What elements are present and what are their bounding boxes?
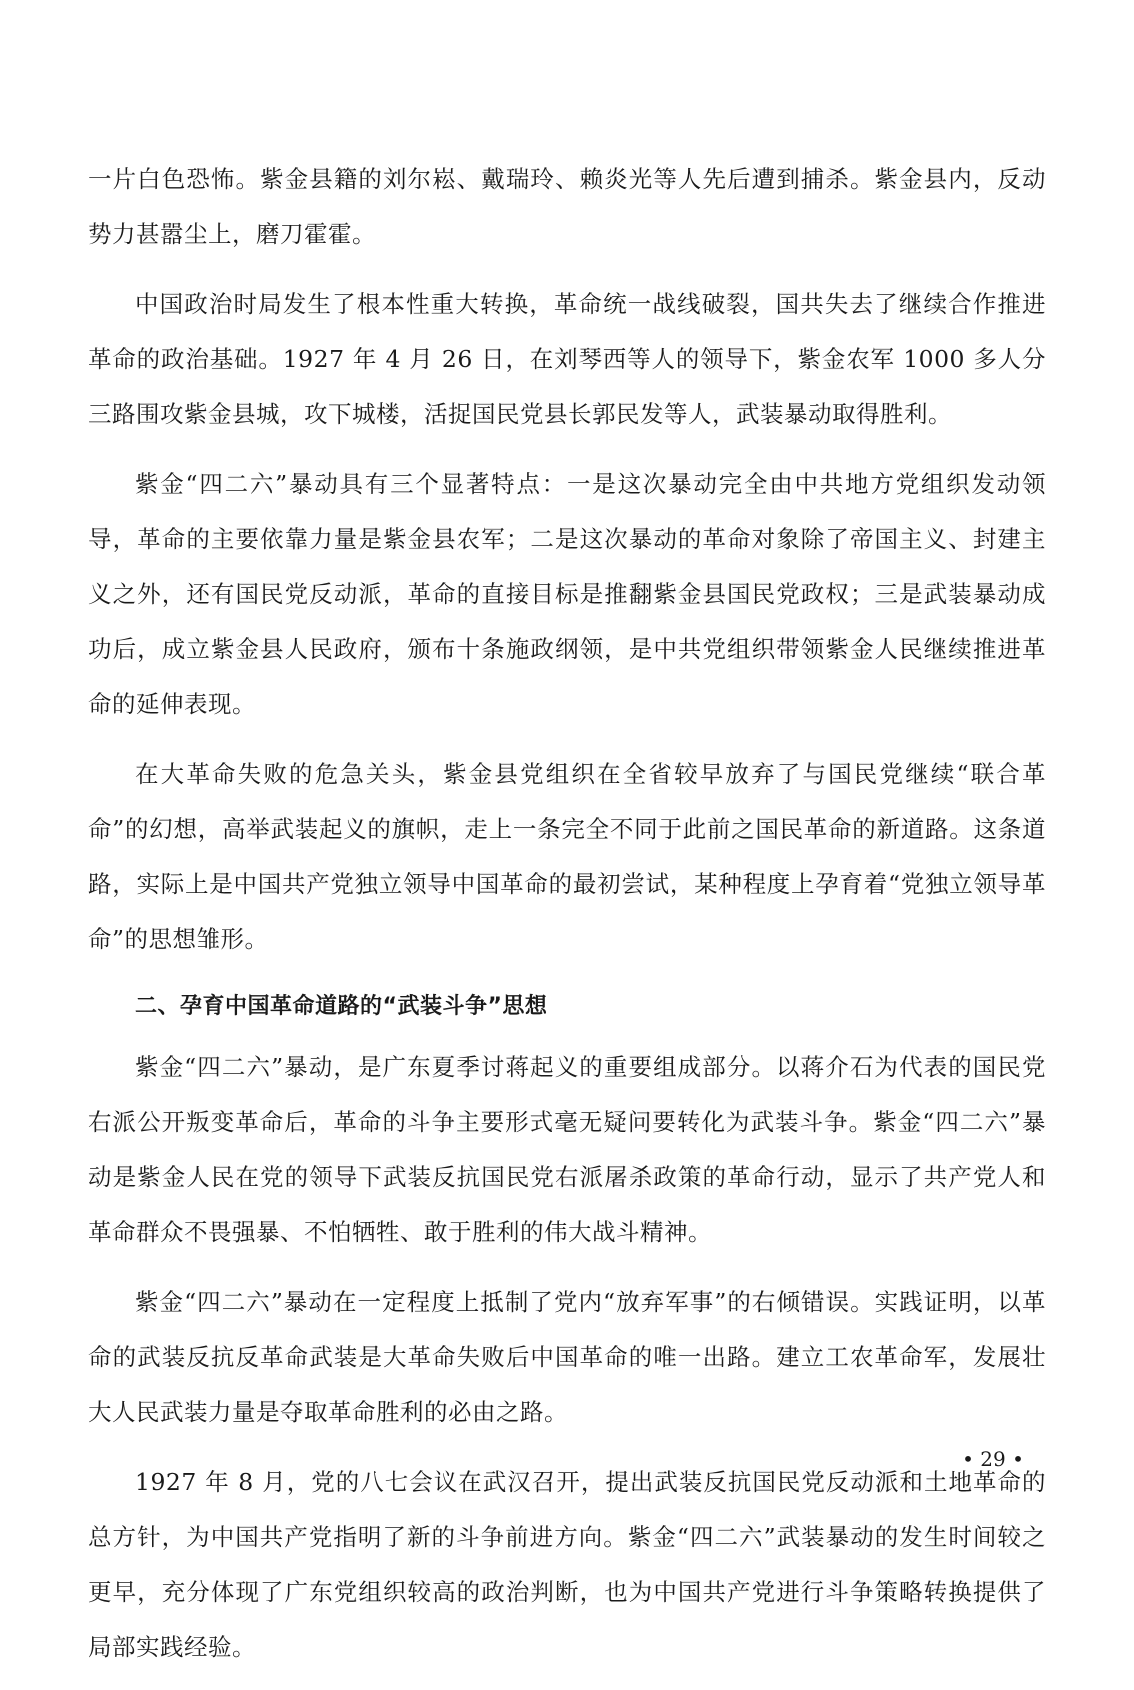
section-heading: 二、孕育中国革命道路的“武装斗争”思想	[135, 994, 548, 1019]
paragraph: 紫金“四二六”暴动具有三个显著特点：一是这次暴动完全由中共地方党组织发动领导，革命的主要依靠力量是紫金县农军；二是这次暴动的革命对象除了帝国主义、封建主义之外，还有国民党反动派，革命的直接目标是推翻紫金县国民党政权；三是武装暴动成功后，成立紫金县人民政府，颁布十条施政纲领，是中共党组织带领紫金人民继续推进革命的延伸表现。	[88, 470, 1046, 718]
paragraph: 紫金“四二六”暴动，是广东夏季讨蒋起义的重要组成部分。以蒋介石为代表的国民党右派公开叛变革命后，革命的斗争主要形式毫无疑问要转化为武装斗争。紫金“四二六”暴动是紫金人民在党的领导下武装反抗国民党右派屠杀政策的革命行动，显示了共产党人和革命群众不畏强暴、不怕牺牲、敢于胜利的伟大战斗精神。	[88, 1053, 1046, 1246]
page-body	[88, 152, 1046, 1690]
paragraph: 紫金“四二六”暴动在一定程度上抵制了党内“放弃军事”的右倾错误。实践证明，以革命的武装反抗反革命武装是大革命失败后中国革命的唯一出路。建立工农革命军，发展壮大人民武装力量是夺取革命胜利的必由之路。	[88, 1288, 1046, 1426]
page-number: • 29 •	[962, 1447, 1024, 1471]
paragraph: 1927 年 8 月，党的八七会议在武汉召开，提出武装反抗国民党反动派和土地革命的总方针，为中国共产党指明了新的斗争前进方向。紫金“四二六”武装暴动的发生时间较之更早，充分体现了广东党组织较高的政治判断，也为中国共产党进行斗争策略转换提供了局部实践经验。	[88, 1468, 1046, 1661]
paragraph: 中国政治时局发生了根本性重大转换，革命统一战线破裂，国共失去了继续合作推进革命的政治基础。1927 年 4 月 26 日，在刘琴西等人的领导下，紫金农军 1000 多人分三路围攻紫金县城，攻下城楼，活捉国民党县长郭民发等人，武装暴动取得胜利。	[88, 290, 1046, 428]
paragraph-continued: 一片白色恐怖。紫金县籍的刘尔崧、戴瑞玲、赖炎光等人先后遭到捕杀。紫金县内，反动势力甚嚣尘上，磨刀霍霍。	[88, 165, 1046, 248]
paragraph: 在大革命失败的危急关头，紫金县党组织在全省较早放弃了与国民党继续“联合革命”的幻想，高举武装起义的旗帜，走上一条完全不同于此前之国民革命的新道路。这条道路，实际上是中国共产党独立领导中国革命的最初尝试，某种程度上孕育着“党独立领导革命”的思想雏形。	[88, 760, 1046, 953]
